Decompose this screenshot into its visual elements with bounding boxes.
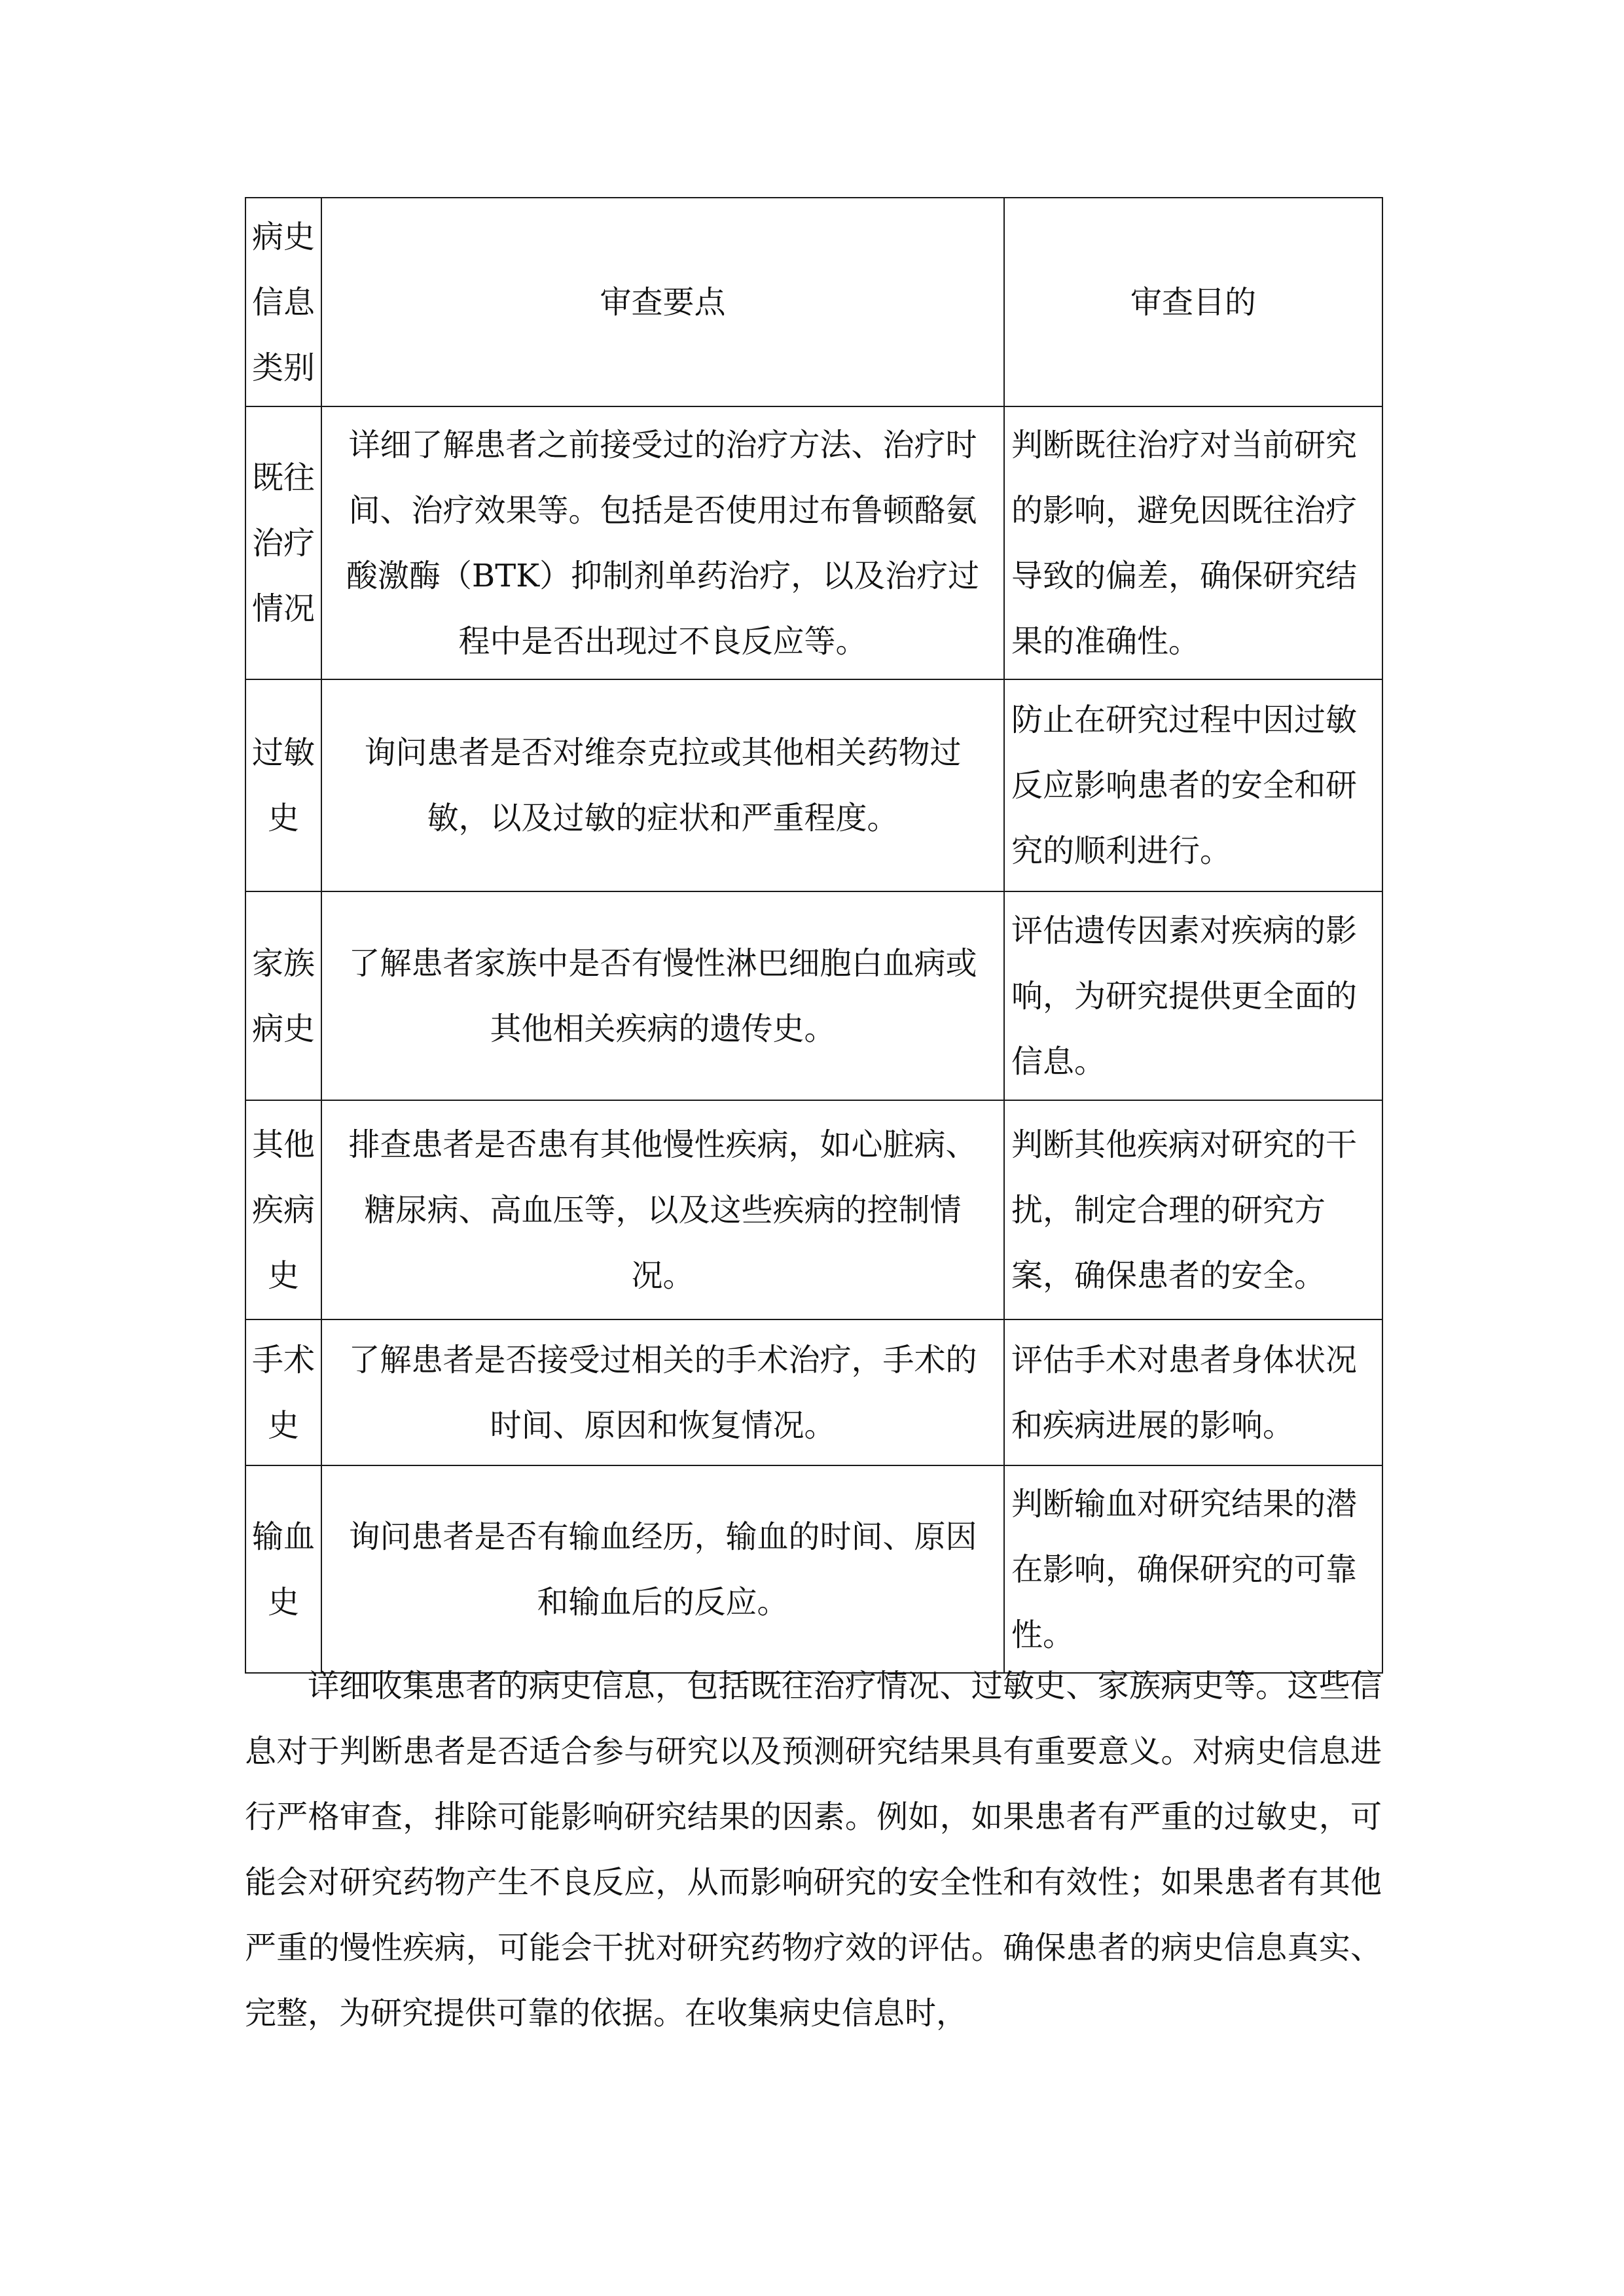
row-review-purpose: 评估遗传因素对疾病的影响，为研究提供更全面的信息。 [1004,891,1382,1100]
table-row [245,891,1382,1100]
row-review-purpose: 判断输血对研究结果的潜在影响，确保研究的可靠性。 [1004,1465,1382,1673]
row-category: 手术史 [245,1319,321,1465]
row-review-points: 了解患者是否接受过相关的手术治疗，手术的时间、原因和恢复情况。 [321,1319,1004,1465]
medical-history-review-table [245,197,1383,1674]
row-review-purpose: 评估手术对患者身体状况和疾病进展的影响。 [1004,1319,1382,1465]
row-review-points: 详细了解患者之前接受过的治疗方法、治疗时间、治疗效果等。包括是否使用过布鲁顿酪氨酸激酶（BTK）抑制剂单药治疗，以及治疗过程中是否出现过不良反应等。 [321,406,1004,679]
row-category: 输血史 [245,1465,321,1673]
table-row [245,1465,1382,1673]
row-review-points: 询问患者是否对维奈克拉或其他相关药物过敏，以及过敏的症状和严重程度。 [321,679,1004,891]
row-category: 家族病史 [245,891,321,1100]
row-review-points: 了解患者家族中是否有慢性淋巴细胞白血病或其他相关疾病的遗传史。 [321,891,1004,1100]
row-review-points: 询问患者是否有输血经历，输血的时间、原因和输血后的反应。 [321,1465,1004,1673]
row-review-purpose: 判断既往治疗对当前研究的影响，避免因既往治疗导致的偏差，确保研究结果的准确性。 [1004,406,1382,679]
table-row [245,406,1382,679]
header-review-points: 审查要点 [321,198,1004,406]
row-review-points: 排查患者是否患有其他慢性疾病，如心脏病、糖尿病、高血压等，以及这些疾病的控制情况。 [321,1100,1004,1319]
header-category: 病史信息类别 [245,198,321,406]
table-row [245,1100,1382,1319]
row-category: 既往治疗情况 [245,406,321,679]
body-paragraph: 详细收集患者的病史信息，包括既往治疗情况、过敏史、家族病史等。这些信息对于判断患者是否适合参与研究以及预测研究结果具有重要意义。对病史信息进行严格审查，排除可能影响研究结果的因素。例如，如果患者有严重的过敏史，可能会对研究药物产生不良反应，从而影响研究的安全性和有效性；如果患者有其他严重的慢性疾病，可能会干扰对研究药物疗效的评估。确保患者的病史信息真实、完整，为研究提供可靠的依据。在收集病史信息时， [245,1668,1382,2032]
row-category: 其他疾病史 [245,1100,321,1319]
row-review-purpose: 判断其他疾病对研究的干扰，制定合理的研究方案，确保患者的安全。 [1004,1100,1382,1319]
row-review-purpose: 防止在研究过程中因过敏反应影响患者的安全和研究的顺利进行。 [1004,679,1382,891]
table-header-row [245,198,1382,406]
table-row [245,1319,1382,1465]
row-category: 过敏史 [245,679,321,891]
header-review-purpose: 审查目的 [1004,198,1382,406]
table-row [245,679,1382,891]
